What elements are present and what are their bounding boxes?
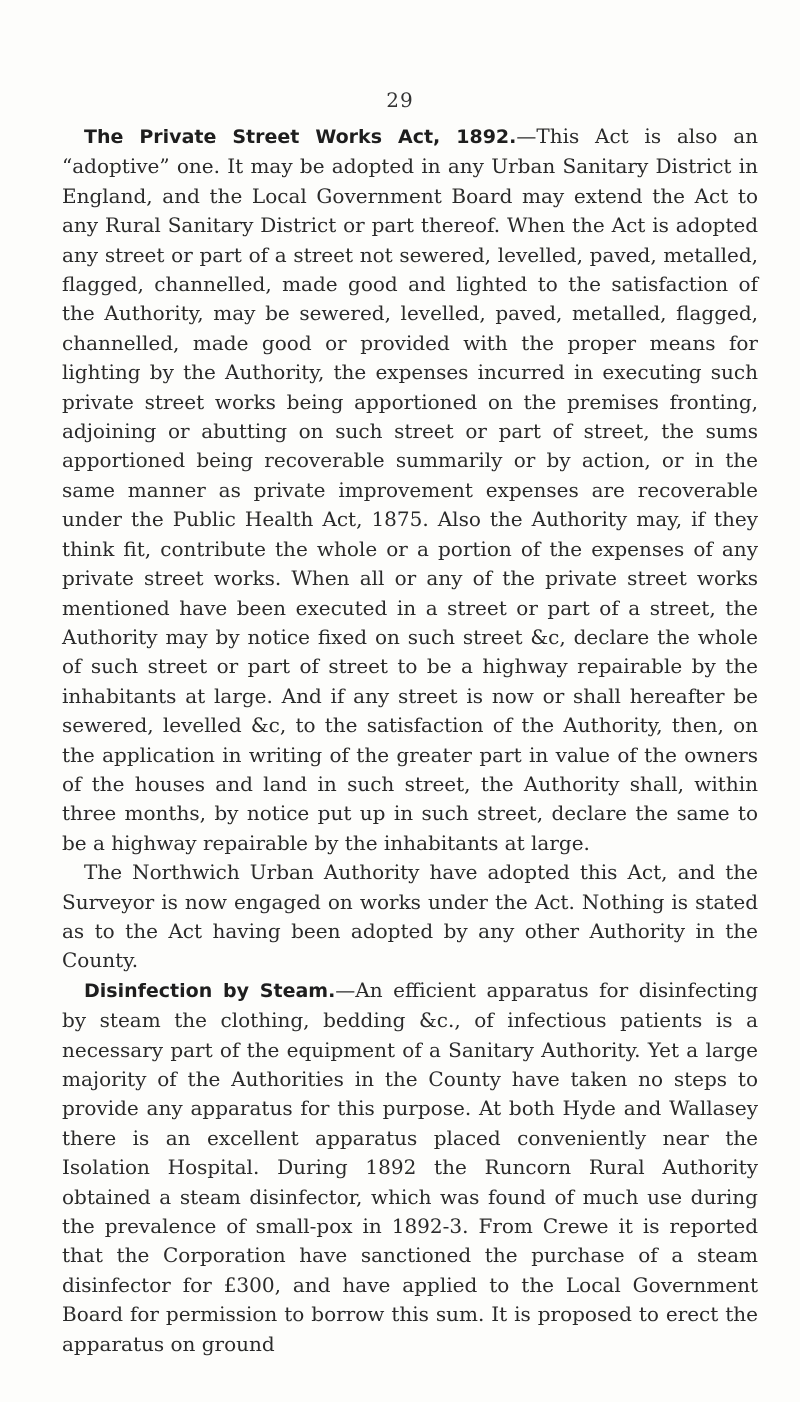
section-private-street-works — [62, 122, 758, 858]
body-text — [62, 122, 758, 1359]
page-number: 29 — [386, 88, 414, 112]
section-heading: The Private Street Works Act, 1892. — [84, 126, 517, 148]
paragraph: The Northwich Urban Authority have adopted this Act, and the Surveyor is now engaged on works under the Act. Nothing is stated as to the Act having been adopted by any other Authority in the County. — [62, 860, 758, 973]
paragraph: —This Act is also an “adoptive” one. It may be adopted in any Urban Sanitary District in England, and the Local Government Board may extend the Act to any Rural Sanitary District or part thereof. When the Act is adopted any street or part of a street not sewered, levelled, paved, metalled, flagged, channelled, made good and lighted to the satisfaction of the Authority, may be sewered, levelled, paved, metalled, flagged, channelled, made good or provided with the proper means for lighting by the Authority, the expenses incurred in executing such private street works being apportioned on the premises fronting, adjoining or abutting on such street or part of street, the sums apportioned being recoverable summarily or by action, or in the same manner as private improvement expenses are recoverable under the Public Health Act, 1875. Also the Authority may, if they think fit, contribute the whole or a portion of the expenses of any private street works. When all or any of the private street works mentioned have been executed in a street or part of a street, the Authority may by notice fixed on such street &c, declare the whole of such street or part of street to be a highway repairable by the inhabitants at large. And if any street is now or shall hereafter be sewered, levelled &c, to the satisfaction of the Authority, then, on the application in writing of the greater part in value of the owners of the houses and land in such street, the Authority shall, within three months, by notice put up in such street, declare the same to be a highway repairable by the inhabitants at large. — [62, 124, 758, 855]
section-heading: Disinfection by Steam. — [84, 979, 336, 1002]
paragraph: —An efficient apparatus for disinfecting by steam the clothing, bedding &c., of infectious patients is a necessary part of the equipment of a Sanitary Authority. Yet a large majority of the Authorities in the County have taken no steps to provide any apparatus for this purpose. At both Hyde and Wallasey there is an excellent apparatus placed conveniently near the Isolation Hospital. During 1892 the Runcorn Rural Authority obtained a steam disinfector, which was found of much use during the prevalence of small-pox in 1892-3. From Crewe it is reported that the Corporation have sanctioned the purchase of a steam disinfector for £300, and have applied to the Local Government Board for permission to borrow this sum. It is proposed to erect the apparatus on ground — [62, 977, 758, 1356]
section-disinfection-by-steam — [62, 976, 758, 1359]
